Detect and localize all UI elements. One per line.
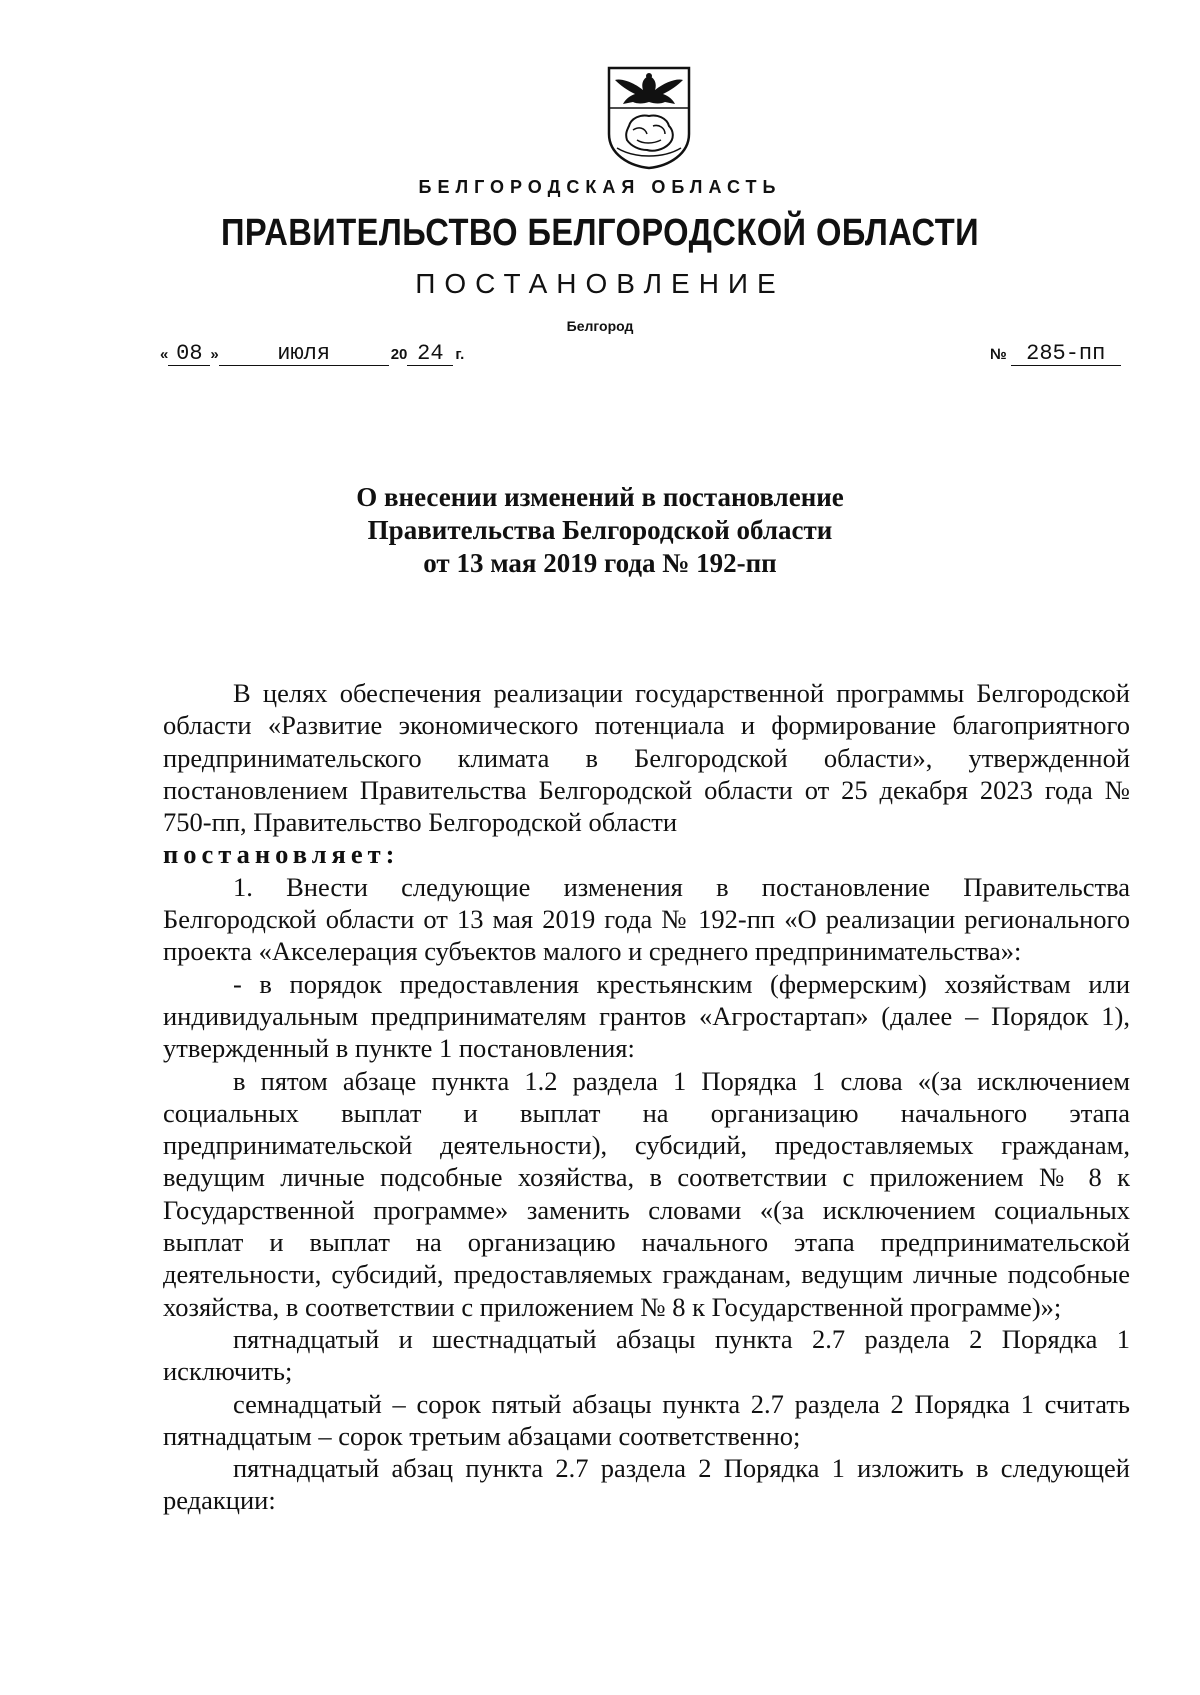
document-type: ПОСТАНОВЛЕНИЕ <box>415 268 785 299</box>
document-body <box>163 677 1130 1517</box>
coat-of-arms-icon <box>603 64 695 170</box>
city-name: Белгород <box>566 318 634 334</box>
preamble-text: В целях обеспечения реализации государственной программы Белгородской области «Развитие экономического потенциала и формирование благоприятного предпринимательского климата в Белгородской области», утвержденной постановлением Правительства Белгородской области от 25 декабря 2023 года № 750-пп, Правительство Белгородской области <box>163 678 1130 838</box>
date-year-suffix: г. <box>455 346 465 363</box>
body-paragraph: 1. Внести следующие изменения в постановление Правительства Белгородской области от 13 мая 2019 года № 192-пп «О реализации регионального проекта «Акселерация субъектов малого и среднего предпринимательства»: <box>163 871 1130 967</box>
region-name: БЕЛГОРОДСКАЯ ОБЛАСТЬ <box>418 177 782 197</box>
resolves-word: постановляет: <box>163 839 400 870</box>
title-line: Правительства Белгородской области <box>367 515 833 545</box>
date-year-prefix: 20 <box>390 346 408 363</box>
government-name: ПРАВИТЕЛЬСТВО БЕЛГОРОДСКОЙ ОБЛАСТИ <box>220 212 980 254</box>
date-year: 24 <box>407 343 453 366</box>
date-month: июля <box>219 343 389 366</box>
body-paragraph: пятнадцатый абзац пункта 2.7 раздела 2 Порядка 1 изложить в следующей редакции: <box>163 1453 1130 1516</box>
title-line: О внесении изменений в постановление <box>356 482 844 512</box>
number-value: 285-пп <box>1011 343 1121 366</box>
body-paragraph <box>163 677 1130 838</box>
body-paragraph <box>163 838 1130 870</box>
number-label: № <box>990 346 1007 363</box>
body-paragraph: в пятом абзаце пункта 1.2 раздела 1 Порядка 1 слова «(за исключением социальных выплат и выплат на организацию начального этапа предпринимательской деятельности), субсидий, предоставляемых гражданам, ведущим личные подсобные хозяйства, в соответствии с приложением № 8 к Государственной программе» заменить словами «(за исключением социальных выплат и выплат на организацию начального этапа предпринимательской деятельности, субсидий, предоставляемых гражданам, ведущим личные подсобные хозяйства, в соответствии с приложением № 8 к Государственной программе)»; <box>163 1065 1130 1322</box>
document-number <box>990 343 1121 366</box>
document-title <box>0 481 1200 580</box>
title-line: от 13 мая 2019 года № 192-пп <box>423 548 777 578</box>
date-day: 08 <box>168 343 210 366</box>
body-paragraph: - в порядок предоставления крестьянским (фермерским) хозяйствам или индивидуальным предпринимателям грантов «Агростартап» (далее – Порядок 1), утвержденный в пункте 1 постановления: <box>163 968 1130 1064</box>
date-close-quote: » <box>210 346 219 363</box>
date-open-quote: « <box>160 346 169 363</box>
document-date <box>160 343 464 366</box>
body-paragraph: пятнадцатый и шестнадцатый абзацы пункта 2.7 раздела 2 Порядка 1 исключить; <box>163 1323 1130 1387</box>
body-paragraph: семнадцатый – сорок пятый абзацы пункта 2.7 раздела 2 Порядка 1 считать пятнадцатым – сорок третьим абзацами соответственно; <box>163 1388 1130 1451</box>
